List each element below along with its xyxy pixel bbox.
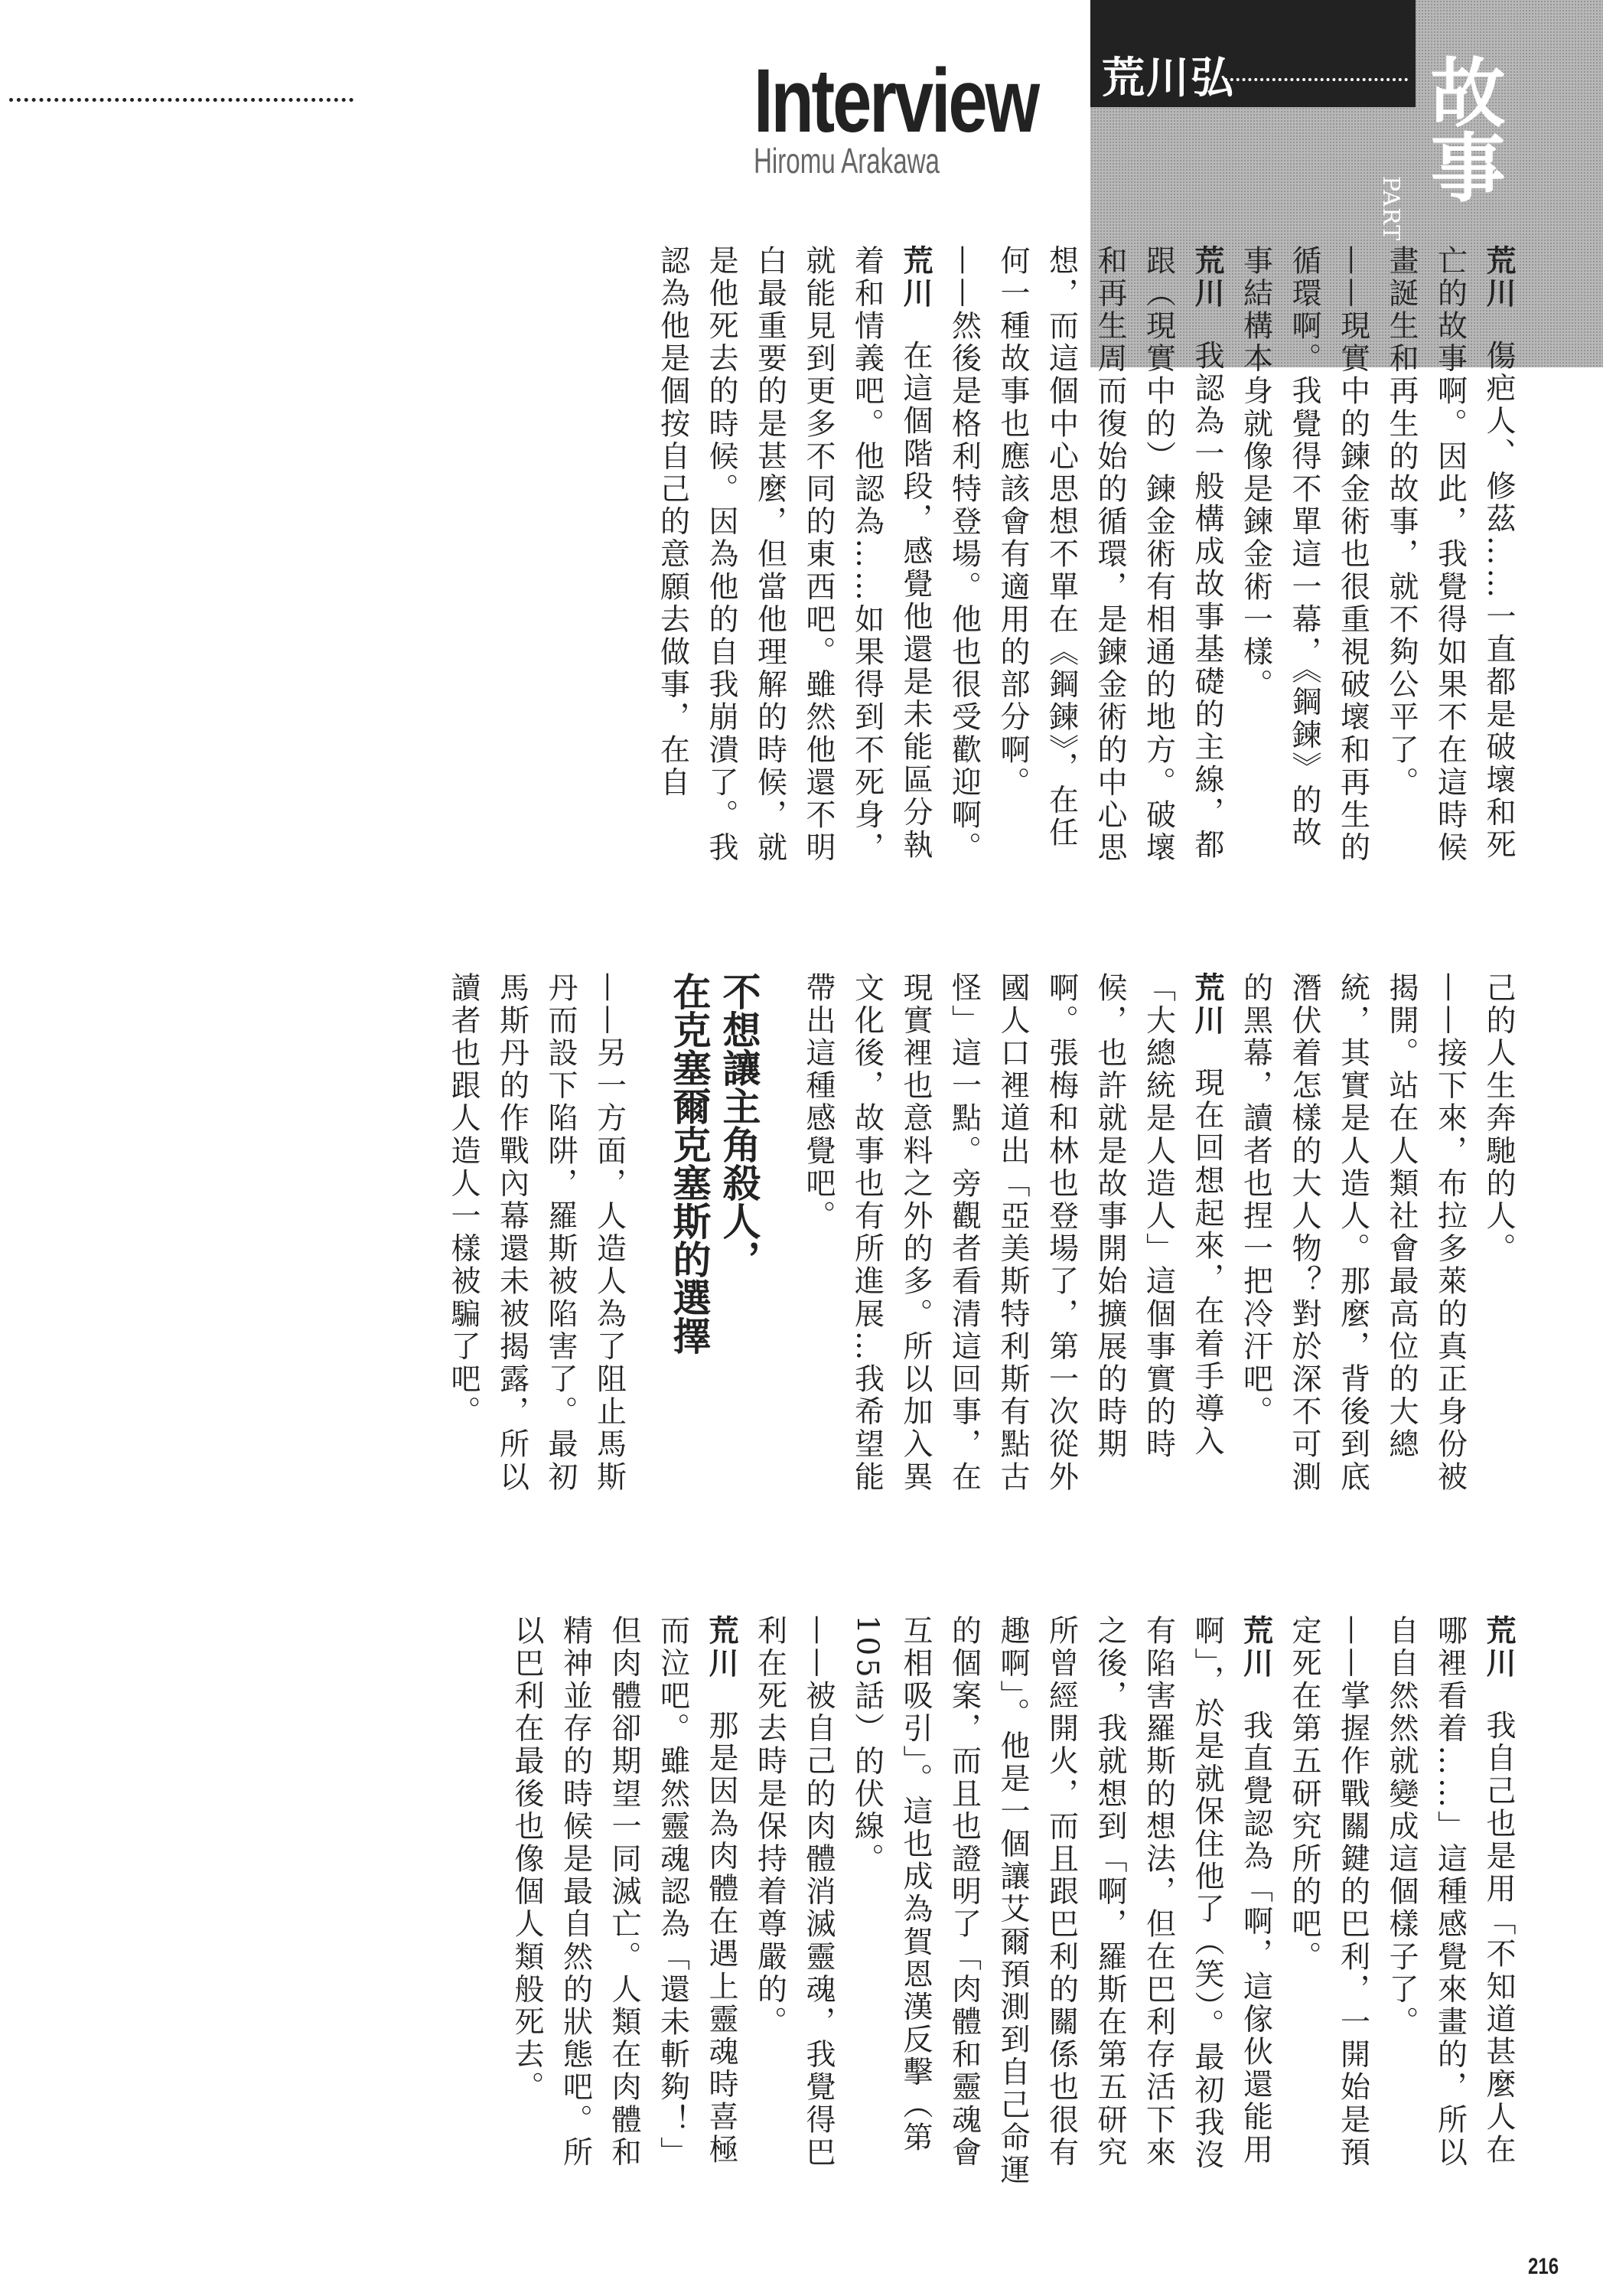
section-title: 故事 <box>1418 54 1505 204</box>
interview-title: Interview <box>754 51 1038 152</box>
text-block-bottom <box>503 1615 1523 2197</box>
paragraph-text: 傷疤人、修茲……一直都是破壞和死亡的故事啊。因此，我覺得如果不在這時候畫誕生和再生的故事，就不夠公平了。 <box>1384 245 1516 865</box>
name-banner-dotted-rule <box>1224 78 1408 81</box>
paragraph <box>648 245 940 865</box>
paragraph <box>1231 245 1377 865</box>
paragraph <box>989 245 1232 865</box>
subheading-line-1: 不想讓主角殺人， <box>716 972 761 1278</box>
paragraph-text: ——掌握作戰關鍵的巴利，一開始是預定死在第五研究所的吧。 <box>1287 1615 1370 2170</box>
speaker-label: 荒川 <box>704 1615 738 1681</box>
paragraph-text: 我直覺認為「啊，這傢伙還能用啊」，於是就保住他了（笑）。最初我沒有陷害羅斯的想法，但在巴利存活下來之後，我就想到「啊，羅斯在第五研究所曾經開火，而且跟巴利的關係也很有趣啊」。他是一個讓艾爾預測到自己命運的個案，而且也證明了「肉體和靈魂會互相吸引」。這也成為賀恩漢反擊（第105話）的伏線。 <box>849 1615 1273 2187</box>
paragraph-text: 那是因為肉體在遇上靈魂時喜極而泣吧。雖然靈魂認為「還未斬夠！」但肉體卻期望一同滅亡。人類在肉體和精神並存的時候是最自然的狀態吧。所以巴利在最後也像個人類般死去。 <box>510 1615 738 2170</box>
paragraph-text: 己的人生奔馳的人。 <box>1481 972 1516 1266</box>
paragraph <box>503 1615 746 2197</box>
paragraph-text: 現在回想起來，在着手導入「大總統是人造人」這個事實的時候，也許就是故事開始擴展的時期啊。張梅和林也登場了，第一次從外國人口裡道出「亞美斯特利斯有點古怪」這一點。旁觀者看清這回事，在現實裡也意料之外的多。所以加入異文化後，故事也有所進展…我希望能帶出這種感覺吧。 <box>801 972 1224 1494</box>
paragraph <box>745 1615 842 2197</box>
page-number: 216 <box>1528 2254 1559 2279</box>
paragraph <box>842 1615 1280 2197</box>
header-dotted-rule <box>9 98 354 102</box>
speaker-label: 荒川 <box>1238 1615 1273 1681</box>
speaker-label: 荒川 <box>1190 245 1224 311</box>
paragraph <box>940 245 989 865</box>
paragraph <box>1231 972 1474 1508</box>
paragraph-text: ——現實中的鍊金術也很重視破壞和再生的循環啊。我覺得不單這一幕，《鋼鍊》的故事結構本身就像是鍊金術一樣。 <box>1238 245 1370 865</box>
speaker-label: 荒川 <box>898 245 933 311</box>
speaker-label: 荒川 <box>1481 245 1516 311</box>
paragraph-text: 在這個階段，感覺他還是未能區分執着和情義吧。他認為……如果得到不死身，就能見到更多不同的東西吧。雖然他還不明白最重要的是甚麼，但當他理解的時候，就是他死去的時候。因為他的自我崩潰了。我認為他是個按自己的意願去做事，在自 <box>655 245 933 865</box>
paragraph-text: ——另一方面，人造人為了阻止馬斯丹而設下陷阱，羅斯被陷害了。最初馬斯丹的作戰內幕還未被揭露，所以讀者也跟人造人一樣被騙了吧。 <box>446 972 627 1494</box>
paragraph-text: 我自己也是用「不知道甚麼人在哪裡看着……」這種感覺來畫的，所以自自然然就變成這個樣子了。 <box>1384 1615 1516 2170</box>
part-label: PART <box>1377 176 1404 242</box>
paragraph <box>794 972 1232 1508</box>
text-block-top <box>648 245 1523 865</box>
paragraph-text: ——然後是格利特登場。他也很受歡迎啊。 <box>946 245 982 865</box>
paragraph-text: 我認為一般構成故事基礎的主線，都跟（現實中的）鍊金術有相通的地方。破壞和再生周而復始的循環，是鍊金術的中心思想，而這個中心思想不單在《鋼鍊》，在任何一種故事也應該會有適用的部分啊。 <box>995 245 1224 865</box>
text-block-middle <box>439 972 1523 1508</box>
paragraph <box>1474 972 1523 1508</box>
speaker-label: 荒川 <box>1190 972 1224 1038</box>
paragraph <box>1280 1615 1377 2197</box>
paragraph <box>1377 245 1523 865</box>
subheading <box>664 972 764 1508</box>
interviewee-name-jp: 荒川弘 <box>1102 53 1235 103</box>
speaker-label: 荒川 <box>1481 1615 1516 1681</box>
interviewee-name-romaji: Hiromu Arakawa <box>754 141 940 181</box>
paragraph-text: ——接下來，布拉多萊的真正身份被揭開。站在人類社會最高位的大總統，其實是人造人。那麼，背後到底潛伏着怎樣的大人物？對於深不可測的黑幕，讀者也捏一把冷汗吧。 <box>1238 972 1468 1494</box>
paragraph-text: ——被自己的肉體消滅靈魂，我覺得巴利在死去時是保持着尊嚴的。 <box>752 1615 836 2170</box>
paragraph <box>1377 1615 1523 2197</box>
paragraph <box>439 972 634 1508</box>
subheading-line-2: 在克塞爾克塞斯的選擇 <box>666 972 712 1355</box>
